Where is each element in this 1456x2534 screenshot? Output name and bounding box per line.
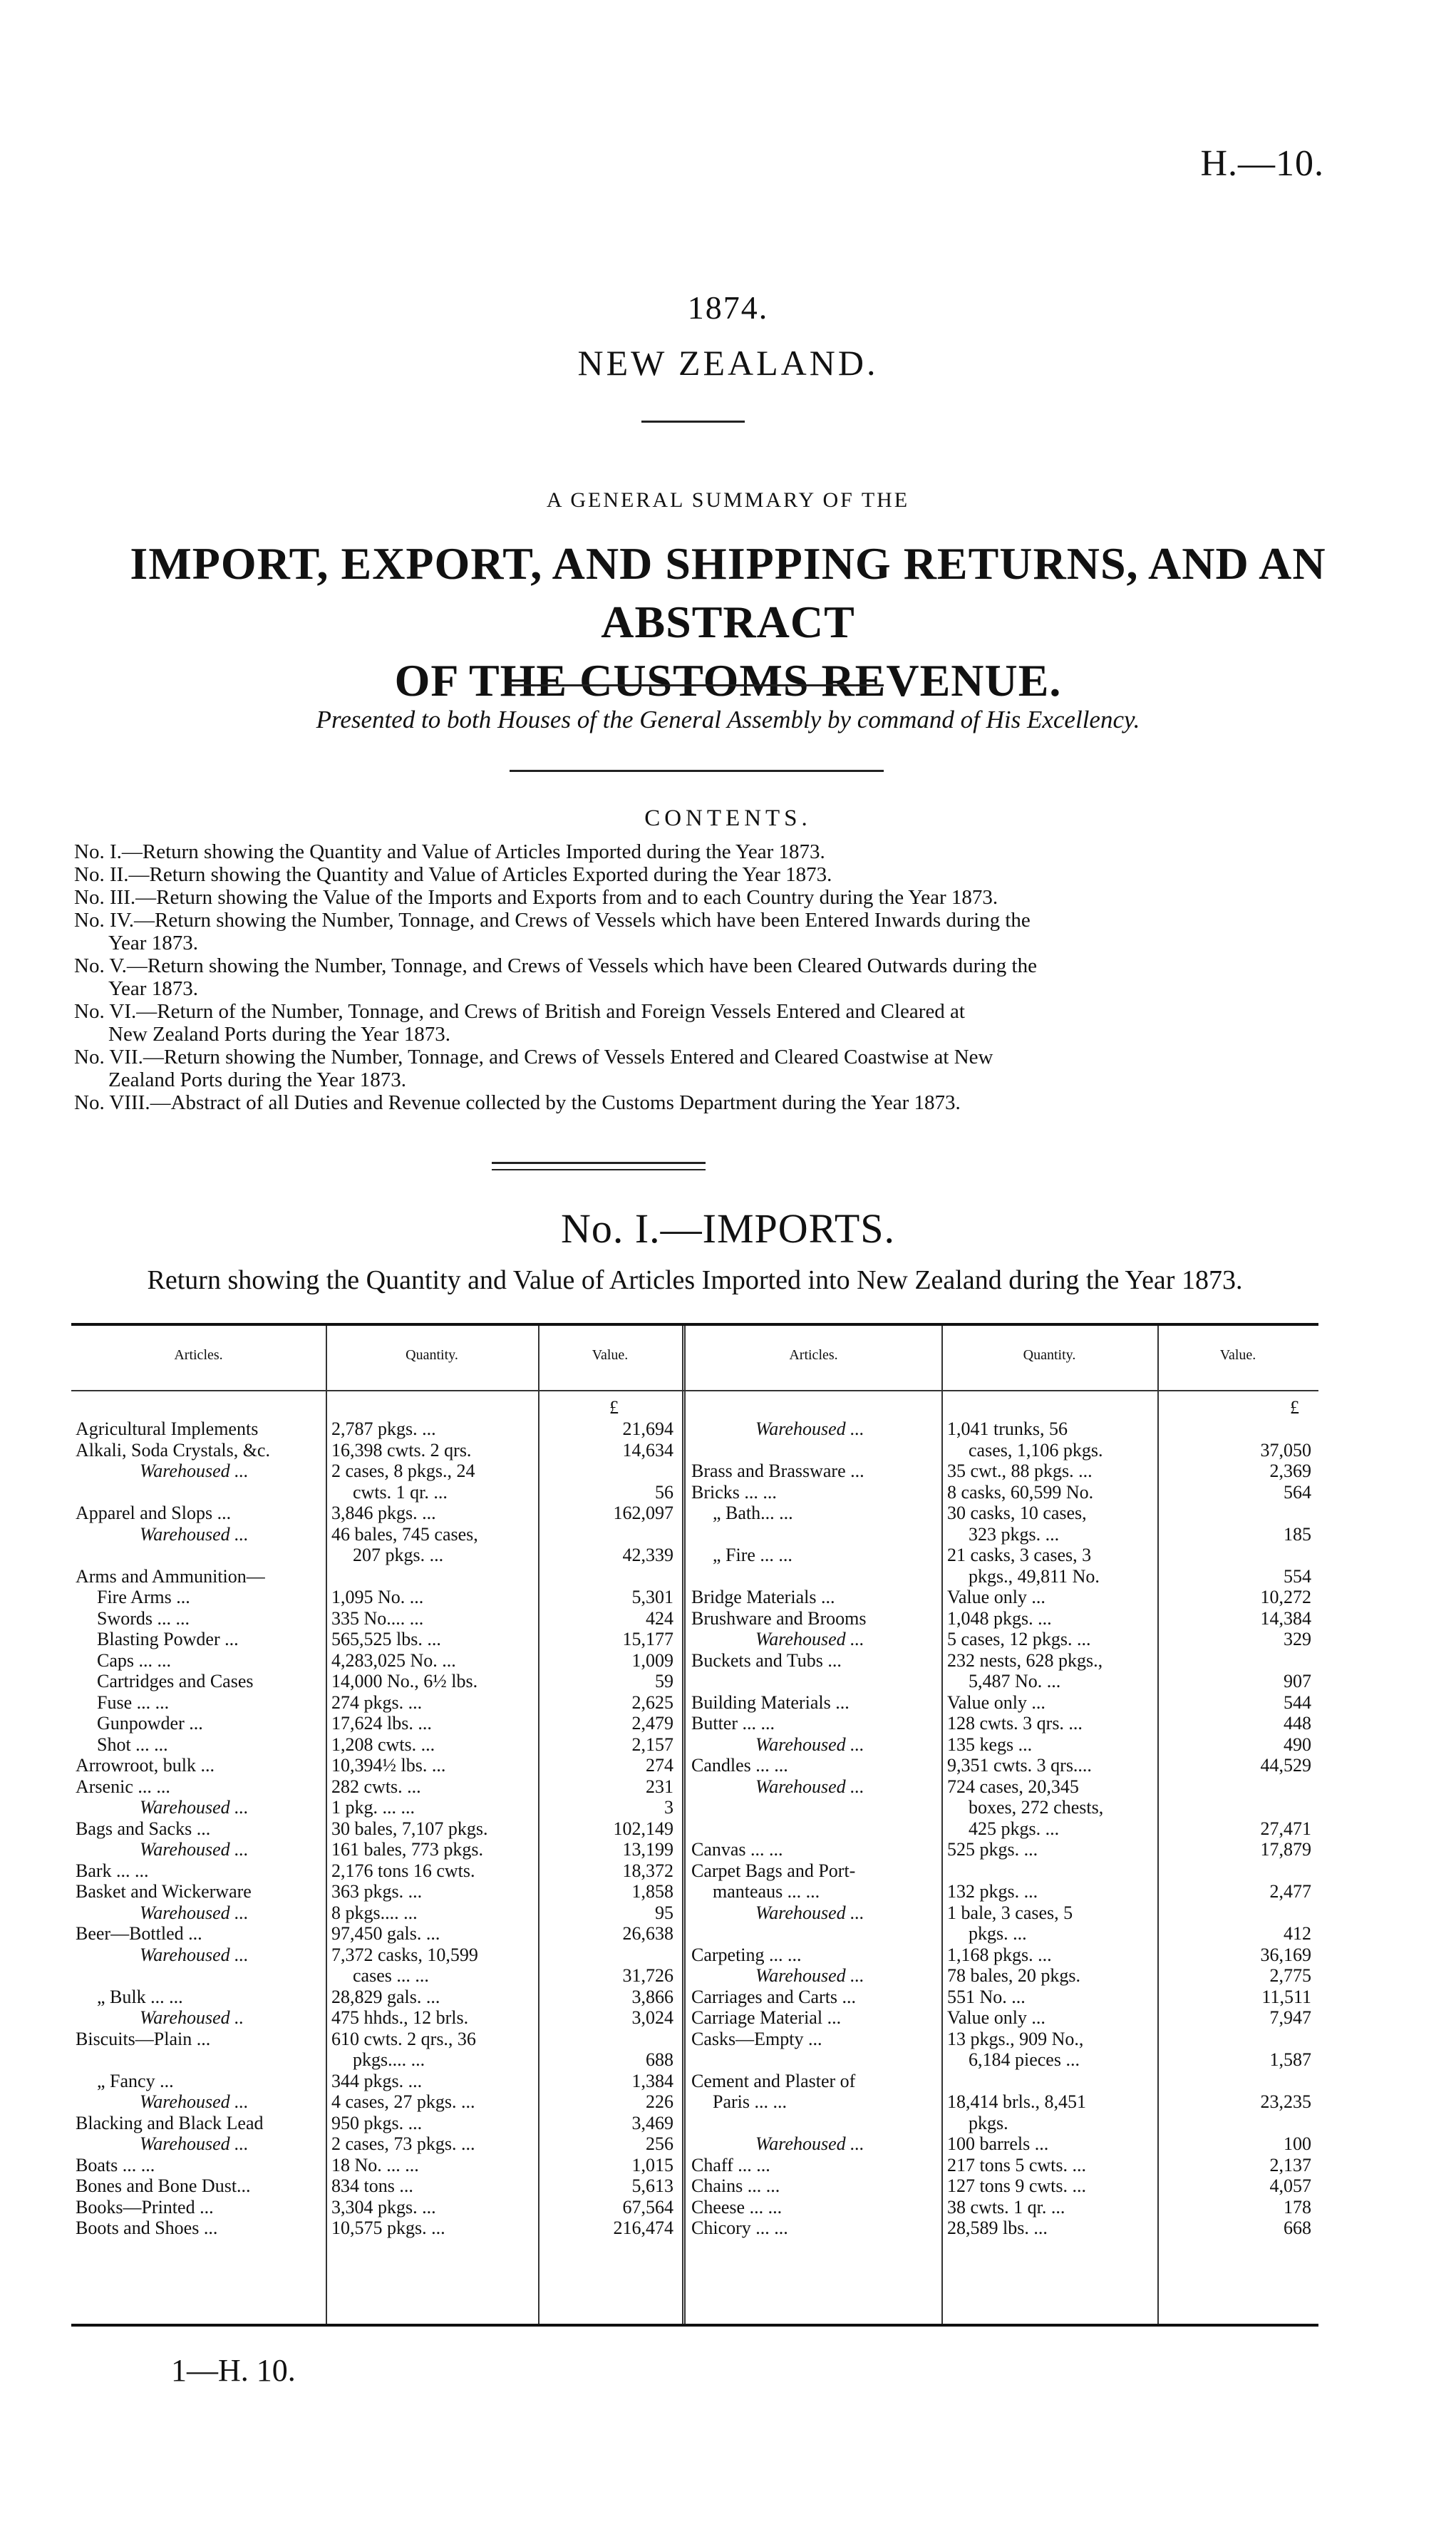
presented-line: Presented to both Houses of the General Assembly by command of His Excellency. [316, 706, 1140, 733]
return-title: Return showing the Quantity and Value of Articles Imported into New Zealand during the Year 1873. [147, 1265, 1243, 1295]
divider [492, 1169, 706, 1170]
header-quantity: Quantity. [1023, 1347, 1076, 1363]
table-cell: 610 cwts. 2 qrs., 36 [331, 2028, 476, 2049]
table-cell: 256 [646, 2133, 673, 2154]
table-cell: Alkali, Soda Crystals, &c. [76, 1439, 270, 1461]
table-cell: 475 hhds., 12 brls. [331, 2007, 469, 2028]
table-cell: 1,858 [631, 1881, 673, 1902]
table-cell: 30 bales, 7,107 pkgs. [331, 1818, 488, 1839]
divider [641, 421, 745, 423]
table-cell: 424 [646, 1607, 673, 1629]
table-cell: „ Bulk ... ... [97, 1986, 183, 2007]
table-cell: 42,339 [622, 1545, 673, 1565]
table-cell: 26,638 [622, 1923, 673, 1944]
imports-table [71, 1323, 1318, 2327]
table-cell: 2,157 [631, 1734, 673, 1755]
header-value: Value. [592, 1347, 629, 1363]
table-cell: Chicory ... ... [691, 2218, 788, 2238]
table-cell: „ Bath... ... [713, 1503, 793, 1523]
divider [510, 684, 884, 686]
table-cell [542, 1566, 673, 1587]
table-cell: Fuse ... ... [97, 1691, 170, 1713]
table-cell: Canvas ... ... [691, 1839, 783, 1860]
contents-heading: CONTENTS. [644, 805, 812, 831]
table-cell: 216,474 [613, 2218, 673, 2238]
table-cell: Carriages and Carts ... [691, 1986, 857, 2007]
contents-item: Year 1873. [108, 932, 198, 954]
table-cell: 59 [655, 1671, 673, 1691]
contents-item: No. IV.—Return showing the Number, Tonnage, and Crews of Vessels which have been Entered Inwards during the [74, 909, 1031, 932]
imports-heading: No. I.—IMPORTS. [560, 1205, 896, 1252]
table-cell: 1,041 trunks, 56 [947, 1418, 1068, 1439]
table-cell: 344 pkgs. ... [331, 2070, 423, 2091]
table-cell: 21,694 [622, 1418, 673, 1439]
summary-line: A GENERAL SUMMARY OF THE [546, 488, 910, 512]
table-cell: Value only ... [947, 1691, 1045, 1713]
table-cell: 8 casks, 60,599 No. [947, 1481, 1094, 1503]
table-cell: 10,272 [1260, 1587, 1311, 1607]
table-cell: 551 No. ... [947, 1986, 1026, 2007]
contents-list [74, 841, 1321, 1115]
table-cell: cases ... ... [353, 1965, 429, 1986]
table-cell: 554 [1284, 1565, 1311, 1587]
table-cell: Candles ... ... [691, 1755, 788, 1776]
table-cell: Arms and Ammunition— [76, 1565, 265, 1587]
table-cell [1162, 1650, 1311, 1672]
table-cell: 274 pkgs. ... [331, 1691, 423, 1713]
table-cell: 31,726 [622, 1965, 673, 1986]
table-cell [691, 1818, 941, 1840]
table-cell: 11,511 [1261, 1986, 1311, 2007]
contents-item: No. I.—Return showing the Quantity and Value of Articles Imported during the Year 1873. [74, 840, 825, 863]
table-cell [1162, 1418, 1311, 1440]
table-cell: Warehoused ... [140, 1523, 249, 1545]
table-cell: 217 tons 5 cwts. ... [947, 2154, 1086, 2175]
table-cell: 14,384 [1260, 1607, 1311, 1629]
table-cell: 544 [1284, 1691, 1311, 1713]
contents-item: No. VIII.—Abstract of all Duties and Revenue collected by the Customs Department during the Year 1873. [74, 1091, 961, 1114]
table-cell: Biscuits—Plain ... [76, 2028, 211, 2049]
table-cell: Paris ... ... [713, 2091, 787, 2112]
table-cell: Bridge Materials ... [691, 1587, 835, 1607]
table-cell: cases, 1,106 pkgs. [969, 1439, 1103, 1461]
table-cell: 14,000 No., 6½ lbs. [331, 1671, 478, 1691]
table-cell: 2,176 tons 16 cwts. [331, 1860, 475, 1881]
table-cell: Arrowroot, bulk ... [76, 1755, 215, 1776]
table-cell: 127 tons 9 cwts. ... [947, 2175, 1086, 2196]
table-cell: Fire Arms ... [97, 1587, 190, 1607]
table-cell: Warehoused ... [755, 1902, 864, 1923]
table-cell: 102,149 [613, 1818, 673, 1839]
table-cell: 2,625 [631, 1691, 673, 1713]
table-cell: Shot ... ... [97, 1734, 168, 1755]
table-cell: 3,866 [631, 1986, 673, 2007]
table-cell: 724 cases, 20,345 [947, 1776, 1079, 1797]
table-cell: pkgs. ... [969, 1923, 1027, 1944]
table-cell: 834 tons ... [331, 2175, 413, 2196]
table-cell [76, 1545, 325, 1566]
table-cell: 78 bales, 20 pkgs. [947, 1965, 1081, 1986]
table-cell: Cheese ... ... [691, 2196, 783, 2218]
table-cell: Warehoused ... [140, 1797, 249, 1818]
right-value-column [1162, 1418, 1311, 2239]
table-cell: 1,009 [631, 1649, 673, 1671]
header-articles: Articles. [789, 1347, 838, 1363]
document-code: H.—10. [1200, 143, 1324, 184]
table-cell [1162, 2071, 1311, 2092]
table-cell: 3 [664, 1797, 673, 1818]
table-cell: 329 [1284, 1629, 1311, 1649]
table-cell [76, 2049, 325, 2071]
table-cell: boxes, 272 chests, [969, 1797, 1104, 1818]
table-cell: Bricks ... ... [691, 1481, 777, 1503]
table-cell: 56 [655, 1481, 673, 1503]
table-cell [691, 1671, 941, 1692]
contents-item: New Zealand Ports during the Year 1873. [108, 1023, 451, 1046]
table-cell: 14,634 [622, 1439, 673, 1461]
table-cell: 5,301 [631, 1587, 673, 1607]
currency-symbol: £ [609, 1397, 619, 1418]
table-cell: 668 [1284, 2218, 1311, 2238]
table-cell: 7,372 casks, 10,599 [331, 1944, 478, 1965]
table-cell: 18,372 [622, 1860, 673, 1881]
table-cell: Building Materials ... [691, 1691, 850, 1713]
table-cell: 282 cwts. ... [331, 1776, 421, 1797]
table-cell: Warehoused ... [140, 1839, 249, 1860]
table-cell [691, 2049, 941, 2071]
table-cell [76, 1965, 325, 1987]
table-cell [542, 1945, 673, 1966]
table-cell: 135 kegs ... [947, 1734, 1033, 1755]
table-cell: 232 nests, 628 pkgs., [947, 1649, 1103, 1671]
table-cell: Brass and Brassware ... [691, 1461, 864, 1481]
table-cell: 448 [1284, 1713, 1311, 1734]
table-cell: 10,394½ lbs. ... [331, 1755, 446, 1776]
table-cell: 1 bale, 3 cases, 5 [947, 1902, 1073, 1923]
header-value: Value. [1219, 1347, 1256, 1363]
table-cell: 3,846 pkgs. ... [331, 1503, 436, 1523]
table-cell [947, 1860, 1157, 1882]
title-line-1: IMPORT, EXPORT, AND SHIPPING RETURNS, AND AN ABSTRACT [130, 538, 1326, 647]
table-cell: 132 pkgs. ... [947, 1881, 1038, 1902]
table-cell: 1,587 [1269, 2049, 1311, 2070]
table-cell: 525 pkgs. ... [947, 1839, 1038, 1860]
table-cell: 15,177 [622, 1629, 673, 1649]
table-cell: 36,169 [1260, 1944, 1311, 1965]
table-cell: 10,575 pkgs. ... [331, 2218, 445, 2238]
table-cell: 335 No.... ... [331, 1607, 424, 1629]
table-cell: 162,097 [613, 1503, 673, 1523]
currency-symbol: £ [1290, 1397, 1299, 1418]
table-cell: Warehoused ... [755, 1776, 864, 1797]
country-title: NEW ZEALAND. [577, 343, 879, 383]
table-cell: 2,369 [1269, 1461, 1311, 1481]
table-cell [542, 2029, 673, 2050]
table-cell: Cement and Plaster of [691, 2070, 856, 2091]
table-cell: 907 [1284, 1671, 1311, 1691]
table-cell: 2 cases, 8 pkgs., 24 [331, 1461, 475, 1481]
table-cell: Basket and Wickerware [76, 1881, 252, 1902]
table-cell: Warehoused ... [755, 1629, 864, 1649]
table-cell: 23,235 [1260, 2091, 1311, 2112]
table-cell: Carpet Bags and Port- [691, 1860, 856, 1881]
table-cell [691, 1566, 941, 1587]
table-cell: 1,095 No. ... [331, 1587, 424, 1607]
table-cell: 5 cases, 12 pkgs. ... [947, 1629, 1091, 1649]
table-cell [1162, 1797, 1311, 1818]
table-cell [1162, 1776, 1311, 1798]
table-cell: 67,564 [622, 2196, 673, 2218]
table-cell [1162, 2029, 1311, 2050]
table-cell: 207 pkgs. ... [353, 1545, 444, 1565]
table-cell: pkgs. [969, 2112, 1008, 2133]
table-cell: 2,477 [1269, 1881, 1311, 1902]
table-cell: 323 pkgs. ... [969, 1523, 1060, 1545]
footer-page-ref: 1—H. 10. [171, 2353, 296, 2388]
contents-item: No. V.—Return showing the Number, Tonnage, and Crews of Vessels which have been Cleared Outwards during the [74, 954, 1037, 977]
table-cell: 38 cwts. 1 qr. ... [947, 2196, 1065, 2218]
table-cell: Boats ... ... [76, 2154, 155, 2175]
table-cell: 565,525 lbs. ... [331, 1629, 441, 1649]
table-cell: 490 [1284, 1734, 1311, 1755]
table-cell: 5,487 No. ... [969, 1671, 1061, 1691]
table-cell: 4,283,025 No. ... [331, 1649, 456, 1671]
table-cell: 950 pkgs. ... [331, 2112, 423, 2133]
table-cell [1162, 1545, 1311, 1566]
table-cell: 2,137 [1269, 2154, 1311, 2175]
table-cell: „ Fire ... ... [713, 1545, 792, 1565]
left-value-column [542, 1418, 673, 2239]
table-cell: pkgs.... ... [353, 2049, 425, 2070]
table-cell [691, 1797, 941, 1818]
table-cell: 1,384 [631, 2070, 673, 2091]
right-quantity-column [947, 1418, 1157, 2239]
table-cell: Warehoused ... [140, 1944, 249, 1965]
table-cell [76, 1482, 325, 1503]
table-cell: Beer—Bottled ... [76, 1923, 202, 1944]
table-cell: Boots and Shoes ... [76, 2218, 218, 2238]
table-cell: Books—Printed ... [76, 2196, 214, 2218]
table-cell: 226 [646, 2091, 673, 2112]
table-cell [691, 2113, 941, 2134]
table-cell: „ Fancy ... [97, 2070, 174, 2091]
table-cell: 4,057 [1269, 2175, 1311, 2196]
table-cell: 18,414 brls., 8,451 [947, 2091, 1086, 2112]
table-cell: 13,199 [622, 1839, 673, 1860]
contents-item: No. VII.—Return showing the Number, Tonnage, and Crews of Vessels Entered and Cleared Coastwise at New [74, 1046, 993, 1068]
table-cell: 185 [1284, 1523, 1311, 1545]
table-cell: manteaus ... ... [713, 1881, 820, 1902]
table-cell: 30 casks, 10 cases, [947, 1503, 1087, 1523]
table-cell: 1,168 pkgs. ... [947, 1944, 1052, 1965]
table-cell: Caps ... ... [97, 1649, 171, 1671]
table-cell: 46 bales, 745 cases, [331, 1523, 478, 1545]
table-cell: 1 pkg. ... ... [331, 1797, 415, 1818]
contents-item: Zealand Ports during the Year 1873. [108, 1068, 407, 1091]
table-cell: 97,450 gals. ... [331, 1923, 440, 1944]
table-cell: Agricultural Implements [76, 1418, 259, 1439]
table-cell: Bones and Bone Dust... [76, 2175, 251, 2196]
table-cell: Blasting Powder ... [97, 1629, 239, 1649]
table-cell: Carpeting ... ... [691, 1944, 802, 1965]
table-cell: Warehoused .. [140, 2007, 244, 2028]
left-articles-column [76, 1418, 325, 2239]
table-cell: Warehoused ... [755, 1965, 864, 1986]
table-cell: 16,398 cwts. 2 qrs. [331, 1439, 472, 1461]
table-cell: Warehoused ... [755, 1418, 864, 1439]
table-cell: 7,947 [1269, 2007, 1311, 2028]
table-cell [542, 1524, 673, 1545]
table-cell: 27,471 [1260, 1818, 1311, 1839]
table-cell: 4 cases, 27 pkgs. ... [331, 2091, 475, 2112]
table-cell: 2 cases, 73 pkgs. ... [331, 2133, 475, 2154]
contents-item: Year 1873. [108, 977, 198, 1000]
table-cell: Warehoused ... [140, 1902, 249, 1923]
table-cell: Bags and Sacks ... [76, 1818, 211, 1839]
table-cell: 21 casks, 3 cases, 3 [947, 1545, 1092, 1565]
table-cell: 3,469 [631, 2112, 673, 2133]
table-cell: 13 pkgs., 909 No., [947, 2028, 1084, 2049]
contents-item: No. II.—Return showing the Quantity and Value of Articles Exported during the Year 1873. [74, 863, 832, 886]
table-cell: 6,184 pieces ... [969, 2049, 1080, 2070]
table-cell: 178 [1284, 2196, 1311, 2218]
table-cell [691, 1440, 941, 1461]
table-cell: Carriage Material ... [691, 2007, 842, 2028]
table-cell: 17,879 [1260, 1839, 1311, 1860]
table-cell: Buckets and Tubs ... [691, 1649, 842, 1671]
table-cell: Value only ... [947, 2007, 1045, 2028]
divider [510, 770, 884, 772]
table-cell: Bark ... ... [76, 1860, 149, 1881]
table-cell: 28,829 gals. ... [331, 1986, 440, 2007]
table-cell: Apparel and Slops ... [76, 1503, 232, 1523]
table-cell: 128 cwts. 3 qrs. ... [947, 1713, 1083, 1734]
table-cell: Cartridges and Cases [97, 1671, 254, 1691]
table-cell: Gunpowder ... [97, 1713, 203, 1734]
table-cell: 18 No. ... ... [331, 2154, 419, 2175]
table-cell: 231 [646, 1776, 673, 1797]
table-cell: Warehoused ... [140, 2091, 249, 2112]
table-cell [542, 1461, 673, 1482]
table-cell: 100 [1284, 2133, 1311, 2154]
table-cell: 1,208 cwts. ... [331, 1734, 435, 1755]
table-cell: cwts. 1 qr. ... [353, 1481, 448, 1503]
table-cell: Butter ... ... [691, 1713, 775, 1734]
right-articles-column [691, 1418, 941, 2239]
left-quantity-column [331, 1418, 538, 2239]
table-cell: Warehoused ... [140, 1461, 249, 1481]
table-cell: Warehoused ... [140, 2133, 249, 2154]
table-cell [331, 1566, 538, 1587]
table-cell: 363 pkgs. ... [331, 1881, 423, 1902]
header-articles: Articles. [174, 1347, 223, 1363]
table-cell: 28,589 lbs. ... [947, 2218, 1048, 2238]
table-cell: 17,624 lbs. ... [331, 1713, 432, 1734]
table-cell: 412 [1284, 1923, 1311, 1944]
table-cell: 37,050 [1260, 1439, 1311, 1461]
table-cell: Value only ... [947, 1587, 1045, 1607]
table-cell: 425 pkgs. ... [969, 1818, 1060, 1839]
table-cell: Arsenic ... ... [76, 1776, 170, 1797]
table-cell: 95 [655, 1902, 673, 1923]
table-cell: 274 [646, 1755, 673, 1776]
table-cell: pkgs., 49,811 No. [969, 1565, 1100, 1587]
table-cell: Warehoused ... [755, 1734, 864, 1755]
table-cell [691, 1923, 941, 1945]
table-cell: Chains ... ... [691, 2175, 780, 2196]
table-cell: 44,529 [1260, 1755, 1311, 1776]
table-cell: Chaff ... ... [691, 2154, 770, 2175]
table-cell [1162, 2113, 1311, 2134]
table-cell: Brushware and Brooms [691, 1607, 867, 1629]
table-cell: 9,351 cwts. 3 qrs.... [947, 1755, 1092, 1776]
table-cell: 100 barrels ... [947, 2133, 1049, 2154]
table-cell: 2,479 [631, 1713, 673, 1734]
year: 1874. [687, 289, 769, 326]
table-cell: 35 cwt., 88 pkgs. ... [947, 1461, 1093, 1481]
table-cell: 564 [1284, 1481, 1311, 1503]
table-cell [1162, 1860, 1311, 1882]
table-cell: Swords ... ... [97, 1607, 190, 1629]
table-cell: Casks—Empty ... [691, 2028, 822, 2049]
table-cell [1162, 1503, 1311, 1524]
header-quantity: Quantity. [406, 1347, 458, 1363]
table-cell: 161 bales, 773 pkgs. [331, 1839, 484, 1860]
table-cell [691, 1524, 941, 1545]
table-cell: 5,613 [631, 2175, 673, 2196]
title-line-2: OF THE CUSTOMS REVENUE. [394, 655, 1062, 706]
table-cell: Blacking and Black Lead [76, 2112, 264, 2133]
contents-item: No. III.—Return showing the Value of the Imports and Exports from and to each Country during the Year 1873. [74, 886, 998, 909]
table-cell: 3,304 pkgs. ... [331, 2196, 436, 2218]
table-cell: Warehoused ... [755, 2133, 864, 2154]
divider [492, 1162, 706, 1164]
table-cell: 2,775 [1269, 1965, 1311, 1986]
table-cell: 1,015 [631, 2154, 673, 2175]
table-cell: 2,787 pkgs. ... [331, 1418, 436, 1439]
table-cell: 8 pkgs.... ... [331, 1902, 418, 1923]
table-cell [947, 2071, 1157, 2092]
contents-item: No. VI.—Return of the Number, Tonnage, and Crews of British and Foreign Vessels Entered and Cleared at [74, 1000, 965, 1023]
table-cell [1162, 1902, 1311, 1924]
table-cell: 1,048 pkgs. ... [947, 1607, 1052, 1629]
table-cell: 688 [646, 2049, 673, 2070]
table-cell: 3,024 [631, 2007, 673, 2028]
